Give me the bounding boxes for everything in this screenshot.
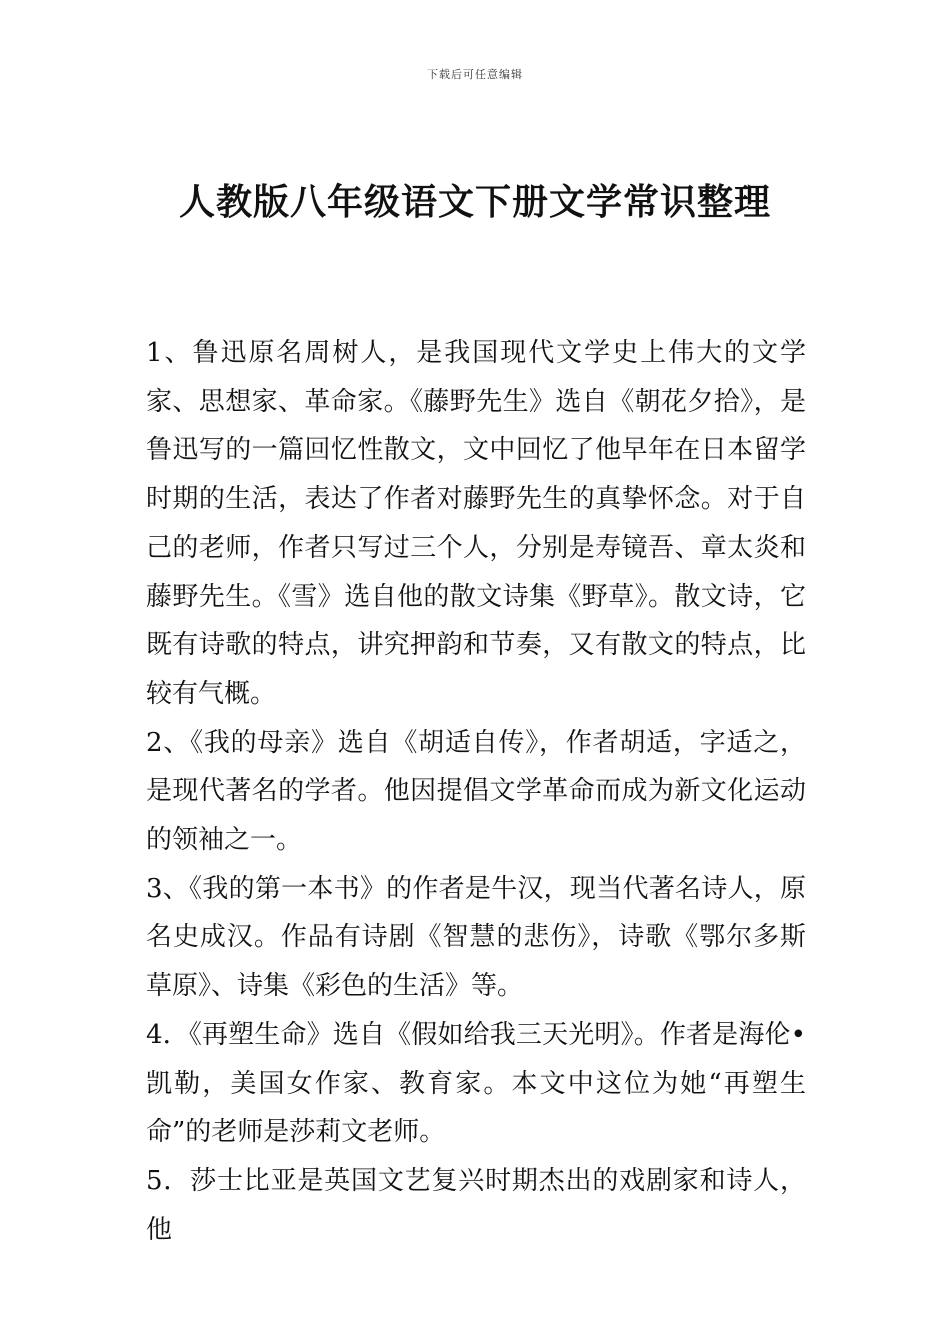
paragraph-4: 4．《再塑生命》选自《假如给我三天光明》。作者是海伦•凯勒，美国女作家、教育家。本文中这位为她“再塑生命”的老师是莎莉文老师。 [146,1019,806,1148]
paragraph-5: 5．莎士比亚是英国文艺复兴时期杰出的戏剧家和诗人，他 [146,1165,806,1245]
paragraph-2: 2、《我的母亲》选自《胡适自传》，作者胡适，字适之，是现代著名的学者。他因提倡文学革命而成为新文化运动的领袖之一。 [146,727,806,856]
page-title: 人教版八年级语文下册文学常识整理 [178,182,771,223]
paragraph-1: 1、鲁迅原名周树人，是我国现代文学史上伟大的文学家、思想家、革命家。《藤野先生》选自《朝花夕拾》，是鲁迅写的一篇回忆性散文，文中回忆了他早年在日本留学时期的生活，表达了作者对藤野先生的真挚怀念。对于自己的老师，作者只写过三个人，分别是寿镜吾、章太炎和藤野先生。《雪》选自他的散文诗集《野草》。散文诗，它既有诗歌的特点，讲究押韵和节奏，又有散文的特点，比较有气概。 [146,338,806,709]
paragraph-3: 3、《我的第一本书》的作者是牛汉，现当代著名诗人，原名史成汉。作品有诗剧《智慧的悲伤》，诗歌《鄂尔多斯草原》、诗集《彩色的生活》等。 [146,873,806,1002]
document-body [146,329,806,1254]
header-note: 下载后可任意编辑 [427,68,523,81]
